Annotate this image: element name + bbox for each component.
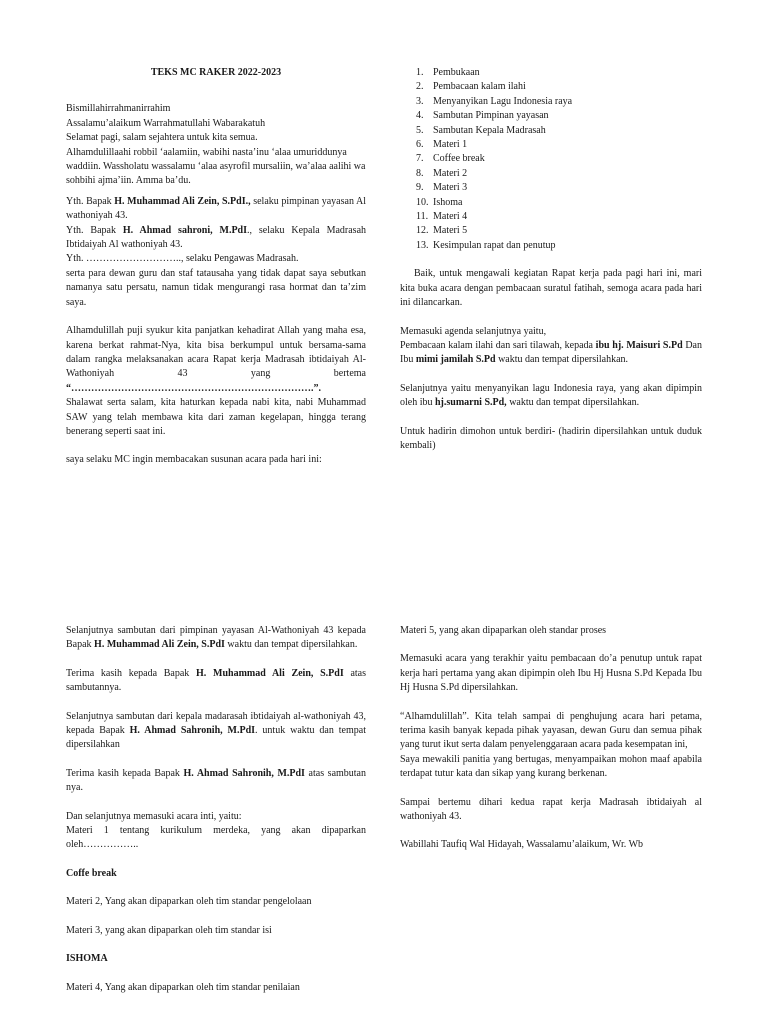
agenda-item — [400, 167, 702, 181]
text-span: Terima kasih kepada Bapak — [66, 667, 197, 679]
paragraph-terimakasih-2 — [66, 767, 366, 796]
agenda-item — [400, 66, 702, 80]
text-span: Selanjutnya sambutan dari kepala madarasah ibtidaiyah al-wathoniyah 43, kepada Bapak — [66, 710, 366, 737]
page1-left-column — [66, 66, 366, 468]
agenda-list — [400, 66, 702, 253]
agenda-item — [400, 80, 702, 94]
paragraph-materi-4: Materi 4, Yang akan dipaparkan oleh tim standar penilaian — [66, 981, 300, 993]
text-span: atas sambutannya. — [66, 667, 367, 694]
agenda-item-label: Ishoma — [433, 196, 463, 208]
greeting: Selamat pagi, salam sejahtera untuk kita semua. — [66, 132, 258, 144]
paragraph-dewan-guru: serta para dewan guru dan staf tatausaha yang tidak dapat saya sebutkan namanya satu persatu, namun tidak mengurangi rasa hormat dan ta’zim saya. — [66, 267, 366, 308]
paragraph-closing-salam: Wabillahi Taufiq Wal Hidayah, Wassalamu’alaikum, Wr. Wb — [400, 839, 644, 851]
agenda-item-label: Materi 5 — [433, 225, 468, 237]
paragraph-materi-2: Materi 2, Yang akan dipaparkan oleh tim standar pengelolaan — [66, 896, 312, 908]
agenda-item-label: Materi 1 — [433, 139, 468, 151]
paragraph-berdiri: Untuk hadirin dimohon untuk berdiri- (hadirin dipersilahkan untuk duduk kembali) — [400, 425, 702, 451]
paragraph-materi-5: Materi 5, yang akan dipaparkan oleh standar proses — [400, 625, 607, 636]
agenda-item-number: 3. — [416, 95, 424, 107]
agenda-item — [400, 196, 702, 210]
name-bold: mimi jamilah S.Pd — [415, 354, 496, 366]
text-span: waktu dan tempat dipersilahkan. — [506, 397, 640, 409]
text-span: Pembacaan kalam ilahi dan sari tilawah, kepada — [400, 339, 596, 351]
page2-left-column — [66, 624, 366, 995]
agenda-item — [400, 239, 702, 253]
paragraph-materi-1: Materi 1 tentang kurikulum merdeka, yang akan dipaparkan oleh…………….. — [66, 825, 366, 851]
document-title: TEKS MC RAKER 2022-2023 — [150, 67, 282, 78]
text-span: Yth. Bapak — [66, 195, 115, 207]
opening-prayer: Alhamdulillaahi robbil ‘aalamiin, wabihi nasta’inu ‘alaa umuriddunya waddiin. Wassholatu wassalamu ‘alaa asyrofil mursaliin, wa’alaa aalihi wa sohbihi ajma’iin. Amma ba’du. — [66, 146, 366, 187]
agenda-item-number: 9. — [416, 182, 424, 194]
page1-right-column — [400, 66, 702, 453]
agenda-item-number: 1. — [416, 67, 424, 78]
opening-basmalah: Bismillahirrahmanirrahim — [66, 103, 171, 115]
text-span: waktu dan tempat dipersilahkan. — [224, 639, 358, 651]
paragraph-acara-inti: Dan selanjutnya memasuki acara inti, yaitu: — [66, 810, 242, 822]
name-bold: H. Ahmad Sahronih, M.PdI — [183, 767, 305, 779]
agenda-item — [400, 138, 702, 152]
paragraph-shalawat: Shalawat serta salam, kita haturkan kepada nabi kita, nabi Muhammad SAW yang telah membawa kita dari zaman kegelapan, hingga terang benerang seperti saat ini. — [66, 397, 366, 437]
heading-ishoma: ISHOMA — [66, 953, 108, 965]
paragraph-agenda-next: Memasuki agenda selanjutnya yaitu, — [400, 325, 547, 337]
agenda-item-label: Sambutan Pimpinan yayasan — [433, 110, 549, 122]
agenda-item-label: Coffee break — [433, 153, 485, 165]
agenda-item-number: 6. — [416, 139, 424, 151]
text-span: waktu dan tempat dipersilahkan. — [495, 354, 629, 366]
agenda-item-label: Sambutan Kepala Madrasah — [433, 124, 546, 136]
agenda-item — [400, 210, 702, 224]
paragraph-terimakasih-1 — [66, 667, 366, 696]
paragraph-mohon-maaf: Saya mewakili panitia yang bertugas, menyampaikan mohon maaf apabila terdapat tutur kata dan sikap yang kurang berkenan. — [400, 753, 702, 780]
agenda-item-label: Materi 3 — [433, 182, 468, 194]
yth-pengawas: Yth. ……………………….., selaku Pengawas Madrasah. — [66, 253, 299, 265]
text-span: selaku pimpinan yayasan Al wathoniyah 43. — [66, 195, 367, 222]
opening-salam: Assalamu’alaikum Warrahmatullahi Wabarakatuh — [66, 117, 266, 129]
paragraph-sambutan-yayasan — [66, 624, 366, 653]
paragraph-sampai-bertemu: Sampai bertemu dihari kedua rapat kerja Madrasah ibtidaiyah al wathoniyah 43. — [400, 796, 702, 823]
agenda-item-number: 11. — [416, 211, 429, 223]
agenda-item-label: Menyanyikan Lagu Indonesia raya — [433, 95, 573, 107]
agenda-item-label: Kesimpulan rapat dan penutup — [433, 239, 556, 251]
yth-kepala — [66, 224, 366, 253]
text-span: Dan Ibu — [400, 339, 702, 366]
paragraph-sambutan-kepala — [66, 710, 366, 753]
name-bold: hj.sumarni S.Pd, — [435, 397, 507, 409]
name-bold: H. Ahmad sahroni, M.PdI — [122, 224, 248, 236]
yth-yayasan — [66, 195, 366, 224]
agenda-item — [400, 181, 702, 195]
agenda-item-number: 5. — [416, 124, 424, 136]
text-span: Alhamdulillah puji syukur kita panjatkan kehadirat Allah yang maha esa, karena berkat rahmat-Nya, kita bisa berkumpul untuk bersama-sama dalam rangka melaksanakan acara Rapat kerja Madrasah ibtidaiyah Al-Wathoniyah 43 yang bertema — [66, 325, 366, 380]
agenda-item-number: 4. — [416, 110, 424, 122]
agenda-item-number: 12. — [416, 225, 429, 237]
agenda-item-number: 2. — [416, 81, 424, 93]
text-span: Terima kasih kepada Bapak — [66, 767, 184, 779]
agenda-item-number: 13. — [416, 239, 429, 251]
paragraph-susunan: saya selaku MC ingin membacakan susunan acara pada hari ini: — [66, 454, 322, 466]
theme-placeholder: “……………………………………………………………….”. — [66, 382, 321, 394]
agenda-item-number: 10. — [416, 196, 429, 208]
agenda-item — [400, 109, 702, 123]
agenda-item — [400, 124, 702, 138]
text-span: ., selaku Kepala Madrasah Ibtidaiyah Al wathoniyah 43. — [66, 224, 367, 251]
name-bold: H. Ahmad Sahronih, M.PdI — [129, 725, 256, 737]
heading-coffee-break: Coffe break — [66, 867, 117, 879]
paragraph-pembukaan: Baik, untuk mengawali kegiatan Rapat kerja pada pagi hari ini, mari kita buka acara dengan pembacaan suratul fatihah, semoga acara pada hari ini dilancarkan. — [400, 268, 702, 309]
paragraph-materi-3: Materi 3, yang akan dipaparkan oleh tim standar isi — [66, 924, 272, 936]
agenda-item — [400, 95, 702, 109]
text-span: . untuk waktu dan tempat dipersilahkan — [66, 725, 366, 751]
paragraph-doa-penutup: Memasuki acara yang terakhir yaitu pembacaan do’a penutup untuk rapat kerja hari pertama yang akan dipimpin oleh Ibu Hj Husna S.Pd Kepada Ibu Hj Husna S.Pd dipersilahkan. — [400, 653, 702, 694]
page2-right-column — [400, 624, 702, 853]
agenda-item-label: Pembukaan — [433, 67, 480, 78]
agenda-item-label: Materi 4 — [433, 211, 468, 223]
name-bold: ibu hj. Maisuri S.Pd — [595, 339, 683, 351]
agenda-item-label: Pembacaan kalam ilahi — [433, 81, 526, 93]
name-bold: H. Muhammad Ali Zein, S.PdI., — [114, 195, 251, 207]
name-bold: H. Muhammad Ali Zein, S.PdI — [196, 667, 344, 679]
text-span: Yth. Bapak — [66, 224, 123, 236]
agenda-item-label: Materi 2 — [433, 167, 468, 179]
text-span: Selanjutnya sambutan dari pimpinan yayasan Al-Wathoniyah 43 kepada Bapak — [66, 625, 366, 651]
paragraph-syukur — [66, 324, 366, 396]
agenda-item — [400, 224, 702, 238]
paragraph-kalam-ilahi — [400, 339, 702, 368]
text-span: Selanjutnya yaitu menyanyikan lagu Indonesia raya, yang akan dipimpin oleh ibu — [400, 382, 702, 409]
paragraph-alhamdulillah: “Alhamdulillah”. Kita telah sampai di penghujung acara hari petama, terima kasih banyak kepada pihak yayasan, dewan Guru dan semua pihak yang turut ikut serta dalam penyelenggaraan acara pada kesempatan ini, — [400, 710, 702, 751]
paragraph-indonesia-raya — [400, 382, 702, 411]
agenda-item-number: 8. — [416, 167, 424, 179]
name-bold: H. Muhammad Ali Zein, S.PdI — [94, 639, 225, 651]
text-span: atas sambutan nya. — [66, 767, 366, 794]
agenda-item — [400, 152, 702, 166]
agenda-item-number: 7. — [416, 153, 424, 165]
